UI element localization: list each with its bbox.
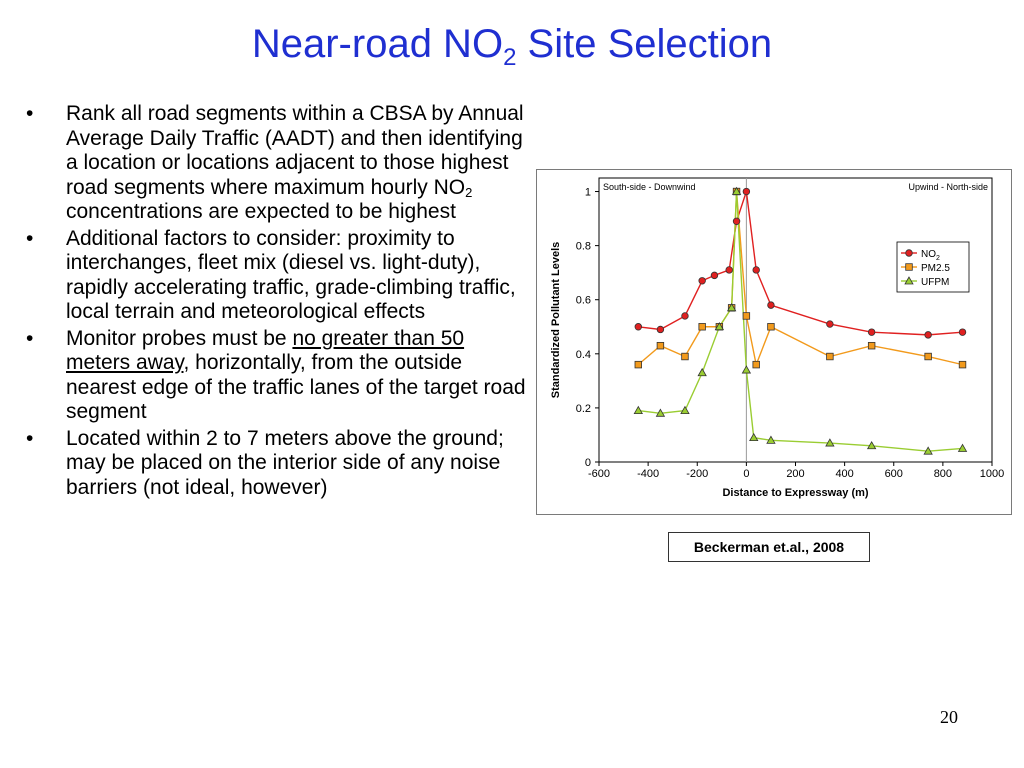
bullet-1-text-b: concentrations are expected to be highest [66,200,456,223]
region-left-label: South-side - Downwind [603,182,696,192]
data-point-pm25-10 [827,353,834,360]
bullet-marker: • [26,326,34,350]
legend-label-1: PM2.5 [921,263,950,274]
x-tick-label: 600 [884,468,903,480]
bullet-1-text-a: Rank all road segments within a CBSA by Annual Average Daily Traffic (AADT) and then identifying a location or locations adjacent to those highest road segments where maximum hourly NO [66,102,524,199]
data-point-no-13 [959,329,966,336]
bullet-item-3 [26,327,526,425]
bullet-item-2 [26,227,526,325]
bullet-4-text: Located within 2 to 7 meters above the ground; may be placed on the interior side of any noise barriers (not ideal, however) [66,426,504,499]
data-point-no-legend [906,250,913,257]
citation-box: Beckerman et.al., 2008 [668,532,870,562]
data-point-pm25-2 [682,353,689,360]
x-tick-label: -600 [587,468,611,480]
bullet-item-1 [26,102,526,225]
bullet-3-text-a: Monitor probes must be [66,326,293,350]
y-tick-label: 0 [584,457,591,469]
bullet-marker: • [26,102,34,125]
region-right-label: Upwind - North-side [908,182,988,192]
y-tick-label: 0.6 [575,294,591,307]
y-tick-label: 0.8 [575,240,591,253]
bullet-2-text: Additional factors to consider: proximity to interchanges, fleet mix (diesel vs. light-duty), rapidly accelerating traffic, grade-climbing traffic, local terrain and meteorological effects [66,226,516,323]
title-subscript: 2 [503,44,517,71]
data-point-no-1 [657,326,664,333]
bullet-list [26,102,526,502]
data-point-ufpm-2 [681,407,689,414]
y-tick-label: 0.2 [575,402,591,415]
data-point-no-11 [868,329,875,336]
y-tick-label: 0.4 [575,348,591,361]
y-tick-label: 1 [584,186,591,199]
x-tick-label: 400 [835,468,854,480]
pollutant-chart [537,170,1011,514]
data-point-no-10 [827,321,834,328]
data-point-no-8 [753,267,760,274]
bullet-marker: • [26,226,34,250]
bullet-marker: • [26,426,34,450]
bullet-1-subscript: 2 [465,184,473,200]
data-point-ufpm-13 [959,444,967,451]
data-point-ufpm-7 [742,366,750,373]
title-rest: Site Selection [516,22,773,66]
data-point-ufpm-3 [698,369,706,376]
slide-title [0,22,1024,71]
x-tick-label: 1000 [979,468,1005,480]
legend-label-subscript: 2 [936,255,940,262]
data-point-no-6 [733,218,740,225]
title-main: Near-road NO [251,22,504,66]
x-axis-label: Distance to Expressway (m) [722,487,869,499]
x-tick-label: 200 [786,468,805,480]
data-point-pm25-13 [959,361,966,368]
legend-label-0: $NO_2$ [921,249,940,262]
x-tick-label: -400 [637,468,660,480]
legend-label-2: UFPM [921,277,950,288]
bullet-item-4 [26,427,526,501]
data-point-pm25-9 [768,323,775,330]
data-point-pm25-7 [743,313,750,320]
data-point-no-9 [768,302,775,309]
data-point-pm25-8 [753,361,760,368]
data-point-pm25-12 [925,353,932,360]
page-number: 20 [940,707,958,727]
data-point-no-2 [682,313,689,320]
data-point-ufpm-0 [634,407,642,414]
data-point-no-7 [743,188,750,195]
bullet-3-underlined: no greater than 50 meters away [66,326,465,374]
data-point-pm25-0 [635,361,642,368]
data-point-pm25-1 [657,342,664,349]
x-tick-label: -200 [686,468,709,480]
data-point-no-12 [925,332,932,339]
data-point-pm25-3 [699,323,706,330]
data-point-pm25-legend [906,264,913,271]
plot-frame [599,178,992,462]
y-axis-label: Standardized Pollutant Levels [550,241,562,399]
x-tick-label: 0 [743,468,750,480]
data-point-ufpm-8 [750,434,758,441]
data-point-pm25-11 [868,342,875,349]
pollutant-chart-figure [536,169,1012,515]
x-tick-label: 800 [933,468,953,480]
bullet-3-text-b: , horizontally, from the outside nearest edge of the traffic lanes of the target road segment [66,351,526,423]
data-point-no-3 [699,277,706,284]
data-point-no-0 [635,323,642,330]
data-point-no-5 [726,267,733,274]
data-point-no-4 [711,272,718,279]
